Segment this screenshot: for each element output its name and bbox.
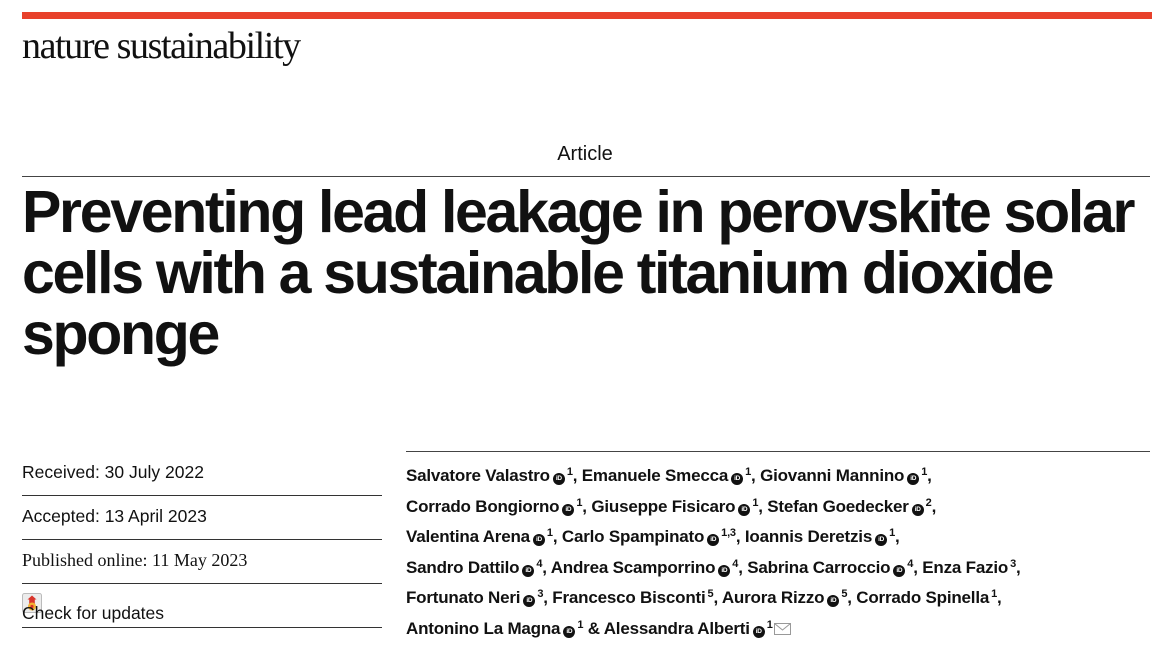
author-separator: & bbox=[583, 618, 604, 638]
orcid-icon[interactable]: iD bbox=[907, 473, 919, 485]
author-separator: , bbox=[927, 466, 932, 485]
journal-brand-bar bbox=[22, 12, 1152, 19]
author-separator: , bbox=[582, 496, 592, 516]
affiliation-marker[interactable]: 2 bbox=[925, 496, 932, 509]
email-icon[interactable] bbox=[774, 623, 791, 635]
affiliation-marker[interactable]: 1 bbox=[991, 588, 998, 600]
affiliation-marker[interactable]: 1 bbox=[546, 527, 553, 539]
dates-panel bbox=[22, 452, 382, 628]
author-separator: , bbox=[997, 588, 1002, 607]
received-date-row bbox=[22, 452, 382, 496]
check-updates-row[interactable] bbox=[22, 584, 382, 628]
author-name[interactable]: Carlo Spampinato bbox=[561, 527, 705, 546]
article-title: Preventing lead leakage in perovskite solar cells with a sustainable titanium dioxide sponge bbox=[22, 179, 1134, 367]
published-date: Published online: 11 May 2023 bbox=[22, 550, 248, 570]
orcid-icon[interactable]: iD bbox=[875, 534, 887, 546]
author-name[interactable]: Emanuele Smecca bbox=[581, 466, 729, 485]
author-name[interactable]: Sandro Dattilo bbox=[406, 557, 520, 577]
author-separator: , bbox=[758, 496, 768, 516]
author-name[interactable]: Corrado Spinella bbox=[856, 588, 990, 607]
orcid-icon[interactable]: iD bbox=[731, 473, 743, 485]
orcid-icon[interactable]: iD bbox=[893, 565, 905, 577]
affiliation-marker[interactable]: 5 bbox=[707, 588, 714, 600]
author-name[interactable]: Antonino La Magna bbox=[406, 618, 561, 638]
accepted-date: Accepted: 13 April 2023 bbox=[22, 506, 207, 526]
published-date-row bbox=[22, 540, 382, 584]
affiliation-marker[interactable]: 4 bbox=[907, 557, 914, 570]
orcid-icon[interactable]: iD bbox=[718, 565, 730, 577]
title-divider bbox=[22, 176, 1150, 177]
author-name[interactable]: Giovanni Mannino bbox=[760, 466, 905, 485]
affiliation-marker[interactable]: 1,3 bbox=[721, 527, 736, 539]
orcid-icon[interactable]: iD bbox=[553, 473, 565, 485]
author-name[interactable]: Francesco Bisconti bbox=[552, 588, 706, 607]
author-line bbox=[406, 581, 1150, 612]
author-name[interactable]: Valentina Arena bbox=[406, 527, 530, 546]
author-line bbox=[406, 612, 1150, 643]
author-name[interactable]: Giuseppe Fisicaro bbox=[591, 496, 736, 516]
author-separator: , bbox=[1016, 557, 1021, 577]
authors-divider bbox=[406, 451, 1150, 452]
journal-name[interactable]: nature sustainability bbox=[22, 25, 300, 67]
affiliation-marker[interactable]: 4 bbox=[732, 557, 739, 570]
author-separator: , bbox=[738, 557, 748, 577]
affiliation-marker[interactable]: 1 bbox=[576, 496, 583, 509]
affiliation-marker[interactable]: 5 bbox=[841, 588, 848, 600]
author-line bbox=[406, 551, 1150, 582]
author-name[interactable]: Ioannis Deretzis bbox=[744, 527, 873, 546]
author-line bbox=[406, 490, 1150, 521]
author-name[interactable]: Salvatore Valastro bbox=[406, 466, 550, 485]
affiliation-marker[interactable]: 3 bbox=[1010, 557, 1017, 570]
author-separator: , bbox=[931, 496, 937, 516]
orcid-icon[interactable]: iD bbox=[738, 504, 750, 516]
affiliation-marker[interactable]: 3 bbox=[537, 588, 544, 600]
orcid-icon[interactable]: iD bbox=[753, 626, 765, 638]
author-name[interactable]: Corrado Bongiorno bbox=[406, 496, 560, 516]
author-name[interactable]: Andrea Scamporrino bbox=[550, 557, 716, 577]
affiliation-marker[interactable]: 1 bbox=[889, 527, 896, 539]
author-name[interactable]: Sabrina Carroccio bbox=[747, 557, 891, 577]
author-line bbox=[406, 459, 1150, 490]
article-type: Article bbox=[557, 143, 613, 165]
author-separator: , bbox=[552, 527, 562, 546]
orcid-icon[interactable]: iD bbox=[522, 565, 534, 577]
affiliation-marker[interactable]: 1 bbox=[921, 466, 928, 478]
orcid-icon[interactable]: iD bbox=[523, 595, 535, 607]
author-separator: , bbox=[713, 588, 722, 607]
accepted-date-row bbox=[22, 496, 382, 540]
orcid-icon[interactable]: iD bbox=[533, 534, 545, 546]
author-name[interactable]: Enza Fazio bbox=[922, 557, 1009, 577]
affiliation-marker[interactable]: 1 bbox=[566, 466, 573, 478]
check-for-updates-button[interactable] bbox=[22, 593, 165, 623]
author-separator: , bbox=[847, 588, 857, 607]
author-list bbox=[406, 459, 1150, 642]
orcid-icon[interactable]: iD bbox=[912, 504, 924, 516]
orcid-icon[interactable]: iD bbox=[827, 595, 839, 607]
check-for-updates-label: Check for updates bbox=[22, 603, 165, 623]
affiliation-marker[interactable]: 1 bbox=[752, 496, 759, 509]
affiliation-marker[interactable]: 1 bbox=[766, 618, 773, 631]
received-date: Received: 30 July 2022 bbox=[22, 462, 204, 482]
author-separator: , bbox=[895, 527, 900, 546]
author-separator: , bbox=[913, 557, 923, 577]
affiliation-marker[interactable]: 4 bbox=[536, 557, 543, 570]
author-name[interactable]: Aurora Rizzo bbox=[721, 588, 825, 607]
orcid-icon[interactable]: iD bbox=[563, 626, 575, 638]
author-separator: , bbox=[572, 466, 582, 485]
orcid-icon[interactable]: iD bbox=[562, 504, 574, 516]
author-separator: , bbox=[735, 527, 745, 546]
author-name[interactable]: Stefan Goedecker bbox=[767, 496, 909, 516]
author-separator: , bbox=[751, 466, 761, 485]
author-separator: , bbox=[542, 557, 551, 577]
orcid-icon[interactable]: iD bbox=[707, 534, 719, 546]
author-separator: , bbox=[543, 588, 553, 607]
affiliation-marker[interactable]: 1 bbox=[745, 466, 752, 478]
author-name[interactable]: Fortunato Neri bbox=[406, 588, 521, 607]
affiliation-marker[interactable]: 1 bbox=[577, 618, 584, 631]
author-name[interactable]: Alessandra Alberti bbox=[603, 618, 750, 638]
author-line bbox=[406, 520, 1150, 551]
